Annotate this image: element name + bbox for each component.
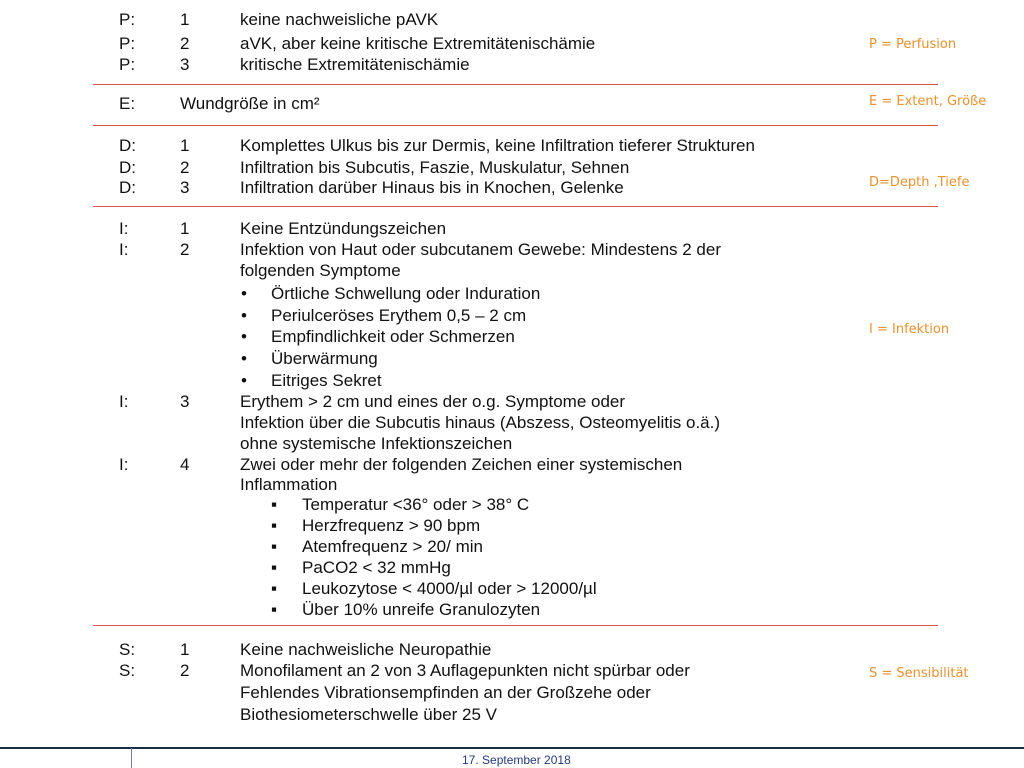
square-bullet-icon: ▪ [271, 579, 278, 598]
footer-divider [0, 747, 1024, 749]
footer-tick [131, 748, 132, 768]
row-label: S: [119, 640, 136, 659]
row-number: 4 [180, 455, 190, 474]
bullet-icon: • [241, 327, 247, 346]
bullet-text: Überwärmung [271, 349, 378, 368]
depth-note: D=Depth ,Tiefe [869, 175, 970, 190]
row-label: I: [119, 392, 129, 411]
row-text: aVK, aber keine kritische Extremitätenischämie [240, 34, 596, 53]
bullet-text: Empfindlichkeit oder Schmerzen [271, 327, 515, 346]
row-number: 2 [180, 240, 190, 259]
row-text: Infektion über die Subcutis hinaus (Abszess, Osteomyelitis o.ä.) [240, 413, 721, 432]
row-number: 3 [180, 392, 190, 411]
square-bullet-icon: ▪ [271, 516, 278, 535]
row-text: Fehlendes Vibrationsempfinden an der Großzehe oder [240, 683, 651, 702]
row-label: P: [119, 34, 136, 53]
row-number: 1 [180, 136, 190, 155]
row-label: P: [119, 55, 136, 74]
row-text: Infiltration darüber Hinaus bis in Knochen, Gelenke [240, 178, 624, 197]
row-text: Wundgröße in cm² [180, 94, 320, 113]
section-divider [93, 125, 938, 126]
extent-note: E = Extent, Größe [869, 94, 987, 109]
bullet-icon: • [241, 306, 247, 325]
row-number: 2 [180, 661, 190, 680]
row-text: folgenden Symptome [240, 261, 401, 280]
row-text: Erythem > 2 cm und eines der o.g. Symptome oder [240, 392, 626, 411]
bullet-text: Über 10% unreife Granulozyten [302, 600, 541, 619]
row-text: Biothesiometerschwelle über 25 V [240, 705, 498, 724]
bullet-text: Herzfrequenz > 90 bpm [302, 516, 481, 535]
row-text: Monofilament an 2 von 3 Auflagepunkten nicht spürbar oder [240, 661, 690, 680]
bullet-text: Atemfrequenz > 20/ min [302, 537, 483, 556]
footer-date: 17. September 2018 [462, 753, 571, 767]
row-number: 3 [180, 55, 190, 74]
row-text: keine nachweisliche pAVK [240, 10, 439, 29]
square-bullet-icon: ▪ [271, 600, 278, 619]
row-text: ohne systemische Infektionszeichen [240, 434, 513, 453]
row-label: I: [119, 240, 129, 259]
row-number: 3 [180, 178, 190, 197]
square-bullet-icon: ▪ [271, 537, 278, 556]
row-number: 1 [180, 10, 190, 29]
section-divider [93, 625, 938, 626]
row-text: Keine Entzündungszeichen [240, 219, 447, 238]
row-text: kritische Extremitätenischämie [240, 55, 470, 74]
row-label: D: [119, 136, 136, 155]
row-text: Komplettes Ulkus bis zur Dermis, keine Infiltration tieferer Strukturen [240, 136, 755, 155]
row-text: Zwei oder mehr der folgenden Zeichen einer systemischen [240, 455, 683, 474]
bullet-text: Eitriges Sekret [271, 371, 382, 390]
row-text: Infektion von Haut oder subcutanem Gewebe: Mindestens 2 der [240, 240, 722, 259]
infection-note: I = Infektion [869, 322, 950, 337]
perfusion-note: P = Perfusion [869, 37, 957, 52]
row-label: S: [119, 661, 136, 680]
row-label: I: [119, 455, 129, 474]
bullet-icon: • [241, 284, 247, 303]
row-label: P: [119, 10, 136, 29]
bullet-text: Temperatur <36° oder > 38° C [302, 495, 530, 514]
row-text: Keine nachweisliche Neuropathie [240, 640, 492, 659]
square-bullet-icon: ▪ [271, 558, 278, 577]
row-text: Infiltration bis Subcutis, Faszie, Muskulatur, Sehnen [240, 158, 630, 177]
row-label: E: [119, 94, 136, 113]
bullet-text: Leukozytose < 4000/µl oder > 12000/µl [302, 579, 597, 598]
row-number: 1 [180, 219, 190, 238]
row-number: 1 [180, 640, 190, 659]
section-divider [93, 206, 938, 207]
row-label: I: [119, 219, 129, 238]
bullet-icon: • [241, 349, 247, 368]
section-divider [93, 84, 938, 85]
row-number: 2 [180, 34, 190, 53]
bullet-text: PaCO2 < 32 mmHg [302, 558, 451, 577]
row-label: D: [119, 158, 136, 177]
bullet-text: Örtliche Schwellung oder Induration [271, 284, 541, 303]
row-number: 2 [180, 158, 190, 177]
sensibility-note: S = Sensibilität [869, 666, 969, 681]
row-text: Inflammation [240, 475, 338, 494]
bullet-text: Periulceröses Erythem 0,5 – 2 cm [271, 306, 527, 325]
square-bullet-icon: ▪ [271, 495, 278, 514]
row-label: D: [119, 178, 136, 197]
bullet-icon: • [241, 371, 247, 390]
